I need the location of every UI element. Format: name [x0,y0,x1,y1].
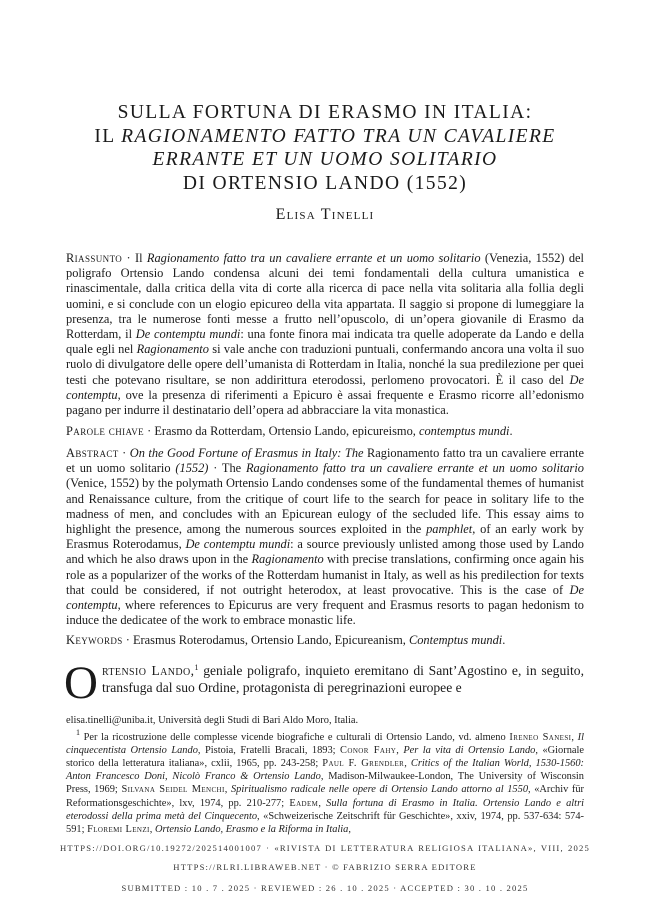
riassunto-label: Riassunto [66,251,123,265]
publisher-line[interactable]: HTTPS://RLRI.LIBRAWEB.NET · © FABRIZIO SERRA EDITORE [173,862,477,872]
body-paragraph: Ortensio Lando,$^1$ geniale poligrafo, inquieto eremitano di Sant’Agostino e, in seguito, transfuga dal suo Ordine, protagonista di peregrinazioni europee e [64,657,585,709]
doi-journal-line [60,843,590,853]
keywords-label: Keywords [66,633,123,647]
article-title [64,101,586,195]
parole-chiave-line: Parole chiave · Erasmo da Rotterdam, Ortensio Lando, epicureismo, contemptus mundi. [66,424,513,438]
footnote-1: $^1$ Per la ricostruzione delle complesse vicende biografiche e culturali di Ortensio Lando, vd. almeno Ireneo Sanesi, Il cinquecentista Ortensio Lando, Pistoia, Fratelli Bracali, 1893; Conor Fahy, Per la vita di Ortensio Lando, «Giornale storico della letteratura italiana», cxlii, 1965, pp. 243-258; Paul F. Grendler, Critics of the Italian World, 1530-1560: Anton Francesco Doni, Nicolò Franco & Ortensio Lando, Madison-Milwaukee-London, The University of Wisconsin Press, 1969; Silvana Seidel Menchi, Spiritualismo radicale nelle opere di Ortensio Lando attorno al 1550, «Archiv für Reformationsgeschichte», lxv, 1974, pp. 210-277; Eadem, Sulla fortuna di Erasmo in Italia. Ortensio Lando e altri eterodossi della prima metà del Cinquecento, «Schweizerische Zeitschrift für Geschichte», xxiv, 1974, pp. 537-634: 574-591; Floremi Lenzi, Ortensio Lando, Erasmo e la Riforma in Italia, [66,728,585,835]
author-name: Elisa Tinelli [275,206,375,223]
abstract-paragraph: Abstract · On the Good Fortune of Erasmus in Italy: The Ragionamento fatto tra un cavaliere errante et un uomo solitario (1552) · The Ragionamento fatto tra un cavaliere errante et un uomo solitario (Venice, 1552) by the polymath Ortensio Lando condenses some of the fundamental themes of humanist and Renaissance culture, from the critique of court life to the search for peace in solitary life to the madness of men, and concludes with an Epicurean eulogy of the secluded life. This essay aims to highlight the presence, among the numerous sources exploited in the pamphlet, of an early work by Erasmus Roterodamus, De contemptu mundi: a source previously unlisted among those used by Lando and which he also draws upon in the Ragionamento with precise translations, confirming once again his role as a popularizer of the works of the Rotterdam humanist in Italy, as well as his predilection for texts that could be considered, if not outright heterodox, at least provocative. This is the case of De contemptu, where references to Epicurus are very frequent and Erasmus resorts to pagan hedonism to induce the dedicatee of the work to embrace monastic life. [66,446,585,628]
doi-link[interactable]: HTTPS://DOI.ORG/10.19272/202514001007 [60,843,262,853]
submission-dates: SUBMITTED : 10 . 7 . 2025 · REVIEWED : 26 . 10 . 2025 · ACCEPTED : 30 . 10 . 2025 [121,883,529,893]
keywords-line: Keywords · Erasmus Roterodamus, Ortensio Lando, Epicureanism, Contemptus mundi. [66,633,506,647]
abstract-label: Abstract [66,446,119,460]
title-line-4: DI ORTENSIO LANDO (1552) [182,172,468,194]
author-affiliation: elisa.tinelli@uniba.it, Università degli Studi di Bari Aldo Moro, Italia. [66,715,359,726]
riassunto-paragraph: Riassunto · Il Ragionamento fatto tra un cavaliere errante et un uomo solitario (Venezia, 1552) del poligrafo Ortensio Lando condensa alcuni dei temi fondamentali della cultura umanistica e rinascimentale, dalla critica della vita di corte alla ricerca di pace nella vita solitaria alla follia degli uomini, e si conclude con un elogio epicureo della vita appartata. Il saggio si propone di lumeggiare la presenza, tra le numerose fonti messe a frutto nell’opuscolo, di un’opera giovanile di Erasmo da Rotterdam, il De contemptu mundi: una fonte finora mai indicata tra quelle adoperate da Lando e della quale egli nel Ragionamento si vale anche con traduzioni puntuali, confermando ancora una volta il suo ruolo di divulgatore delle opere dell’umanista di Rotterdam in Italia, nonché la sua predilezione per quei testi che potevano risultare, se non addirittura eterodossi, perlomeno provocatori. È il caso del De contemptu, ove la presenza di riferimenti a Epicuro è assai frequente e Erasmo ricorre all’edonismo pagano per indurre il destinatario dell’opera ad abbracciare la vita monastica. [66,251,585,418]
title-line-2: IL RAGIONAMENTO FATTO TRA UN CAVALIERE [94,125,556,147]
drop-cap: O [64,657,98,709]
journal-info: · «RIVISTA DI LETTERATURA RELIGIOSA ITALIANA», VIII, 2025 [266,843,590,853]
parole-chiave-label: Parole chiave [66,424,145,438]
title-line-3: ERRANTE ET UN UOMO SOLITARIO [152,149,498,170]
footnotes [66,714,584,836]
footnote-ref[interactable]: 1 [194,663,199,672]
title-line-1: SULLA FORTUNA DI ERASMO IN ITALIA: [117,102,533,123]
